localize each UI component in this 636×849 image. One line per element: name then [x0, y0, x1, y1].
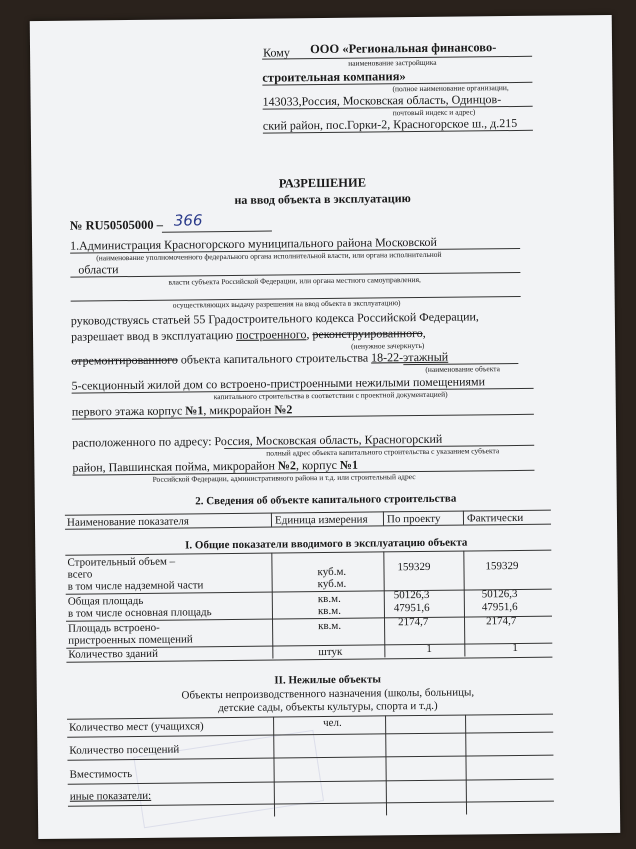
- row-buildings-name: Количество зданий: [68, 647, 158, 661]
- row-aboveground-name: в том числе надземной части: [67, 579, 204, 593]
- object-caption: (наименование объекта: [425, 364, 500, 374]
- handwritten-number: 366: [173, 211, 203, 230]
- authority-caption2: власти субъекта Российской Федерации, или органа местного самоуправления,: [168, 274, 421, 287]
- row-places-unit: чел.: [323, 716, 342, 730]
- row-buildings-unit: штук: [318, 645, 343, 659]
- developer-name-line2: строительная компания»: [262, 69, 406, 85]
- group2-subtitle2: детские сады, объекты культуры, спорта и т.д.): [218, 699, 438, 715]
- row-volume-project: 159329: [397, 560, 431, 574]
- row-volume-unit: куб.м.: [317, 565, 347, 579]
- address-caption2: Российской Федерации, административного района и т.д. или строительный адрес: [152, 472, 416, 484]
- authority-caption1: (наименование уполномоченного федерального органа исполнительной власти, или органа исполнительной: [96, 249, 442, 263]
- row-mainarea-project: 47951,6: [393, 601, 430, 615]
- row-capacity-name: Вместимость: [69, 768, 133, 781]
- body-line6: расположенного по адресу: Россия, Московская область, Красногорский: [72, 431, 443, 450]
- row-area-actual: 50126,3: [481, 587, 518, 601]
- row-volume-name: Строительный объем –: [67, 555, 176, 569]
- row-other-name: иные показатели:: [69, 789, 152, 803]
- section2-title: 2. Сведения об объекте капитального строительства: [195, 492, 457, 508]
- row-builtin-name: Площадь встроено-: [68, 621, 160, 635]
- address-caption1: полный адрес объекта капитального строительства с указанием субъекта: [266, 446, 500, 458]
- row-aboveground-unit: куб.м.: [317, 577, 347, 591]
- row-mainarea-name: в том числе основная площадь: [67, 606, 212, 620]
- body-line1: руководствуясь статьей 55 Градостроительного кодекса Российской Федерации,: [70, 309, 479, 328]
- row-volume-name2: всего: [67, 568, 93, 581]
- row-places-name: Количество мест (учащихся): [69, 720, 204, 734]
- col-header-name: Наименование показателя: [66, 515, 189, 529]
- row-mainarea-actual: 47951,6: [481, 600, 518, 614]
- org-caption: (полное наименование организации,: [392, 83, 509, 94]
- authority-caption3: осуществляющих выдачу разрешения на ввод объекта в эксплуатацию): [172, 298, 401, 310]
- object-caption2: капитального строительства в соответствии с проектной документацией): [213, 389, 448, 402]
- developer-name-line1: ООО «Региональная финансово-: [309, 40, 497, 57]
- row-area-project: 50126,3: [393, 588, 430, 602]
- row-area-name: Общая площадь: [67, 594, 144, 608]
- col-header-unit: Единица измерения: [274, 513, 368, 527]
- komu-label: Кому: [263, 45, 290, 60]
- col-header-project: По проекту: [386, 512, 441, 526]
- body-line4: 5-секционный жилой дом со встроено-пристроенными нежилыми помещениями: [71, 374, 486, 393]
- address-line1: 143033,Россия, Московская область, Одинцов-: [262, 92, 502, 109]
- row-builtin-unit: кв.м.: [318, 619, 342, 633]
- document-title: РАЗРЕШЕНИЕ: [278, 175, 367, 191]
- row-visits-name: Количество посещений: [69, 743, 180, 757]
- body-line2: разрешает ввод в эксплуатацию построенного, реконструированного,: [70, 325, 426, 344]
- row-builtin-project: 2174,7: [397, 615, 429, 629]
- developer-caption: наименование застройщика: [348, 57, 437, 68]
- row-area-unit: кв.м.: [317, 592, 341, 606]
- strike-caption: (ненужное зачеркнуть): [351, 340, 425, 351]
- address-line2: ский район, пос.Горки-2, Красногорское ш., д.215: [262, 115, 518, 133]
- col-header-actual: Фактически: [466, 511, 524, 525]
- group2-subtitle1: Объекты непроизводственного назначения (школы, больницы,: [181, 686, 475, 702]
- body-line5: первого этажа корпус №1, микрорайон №2: [71, 402, 293, 419]
- document-page: [30, 15, 621, 839]
- permit-number: № RU50505000 –: [69, 217, 164, 233]
- authority-line1: 1.Администрация Красногорского муниципального района Московской: [70, 234, 437, 253]
- group1-title: I. Общие показатели вводимого в эксплуатацию объекта: [185, 536, 468, 552]
- row-volume-actual: 159329: [485, 559, 519, 573]
- row-mainarea-unit: кв.м.: [317, 604, 341, 618]
- postal-caption: почтовый индекс и адрес): [392, 107, 476, 118]
- authority-line2: области: [78, 262, 119, 277]
- document-subtitle: на ввод объекта в эксплуатацию: [234, 191, 411, 207]
- row-builtin-actual: 2174,7: [485, 615, 517, 628]
- row-buildings-project: 1: [426, 642, 432, 655]
- body-line3: отремонтированного объекта капитального строительства 18-22-этажный: [71, 349, 449, 368]
- row-builtin-name2: пристроенных помещений: [68, 633, 193, 647]
- group2-title: II. Нежилые объекты: [274, 673, 381, 687]
- body-line7: район, Павшинская пойма, микрорайон №2, корпус №1: [72, 457, 359, 475]
- row-buildings-actual: 1: [512, 641, 518, 655]
